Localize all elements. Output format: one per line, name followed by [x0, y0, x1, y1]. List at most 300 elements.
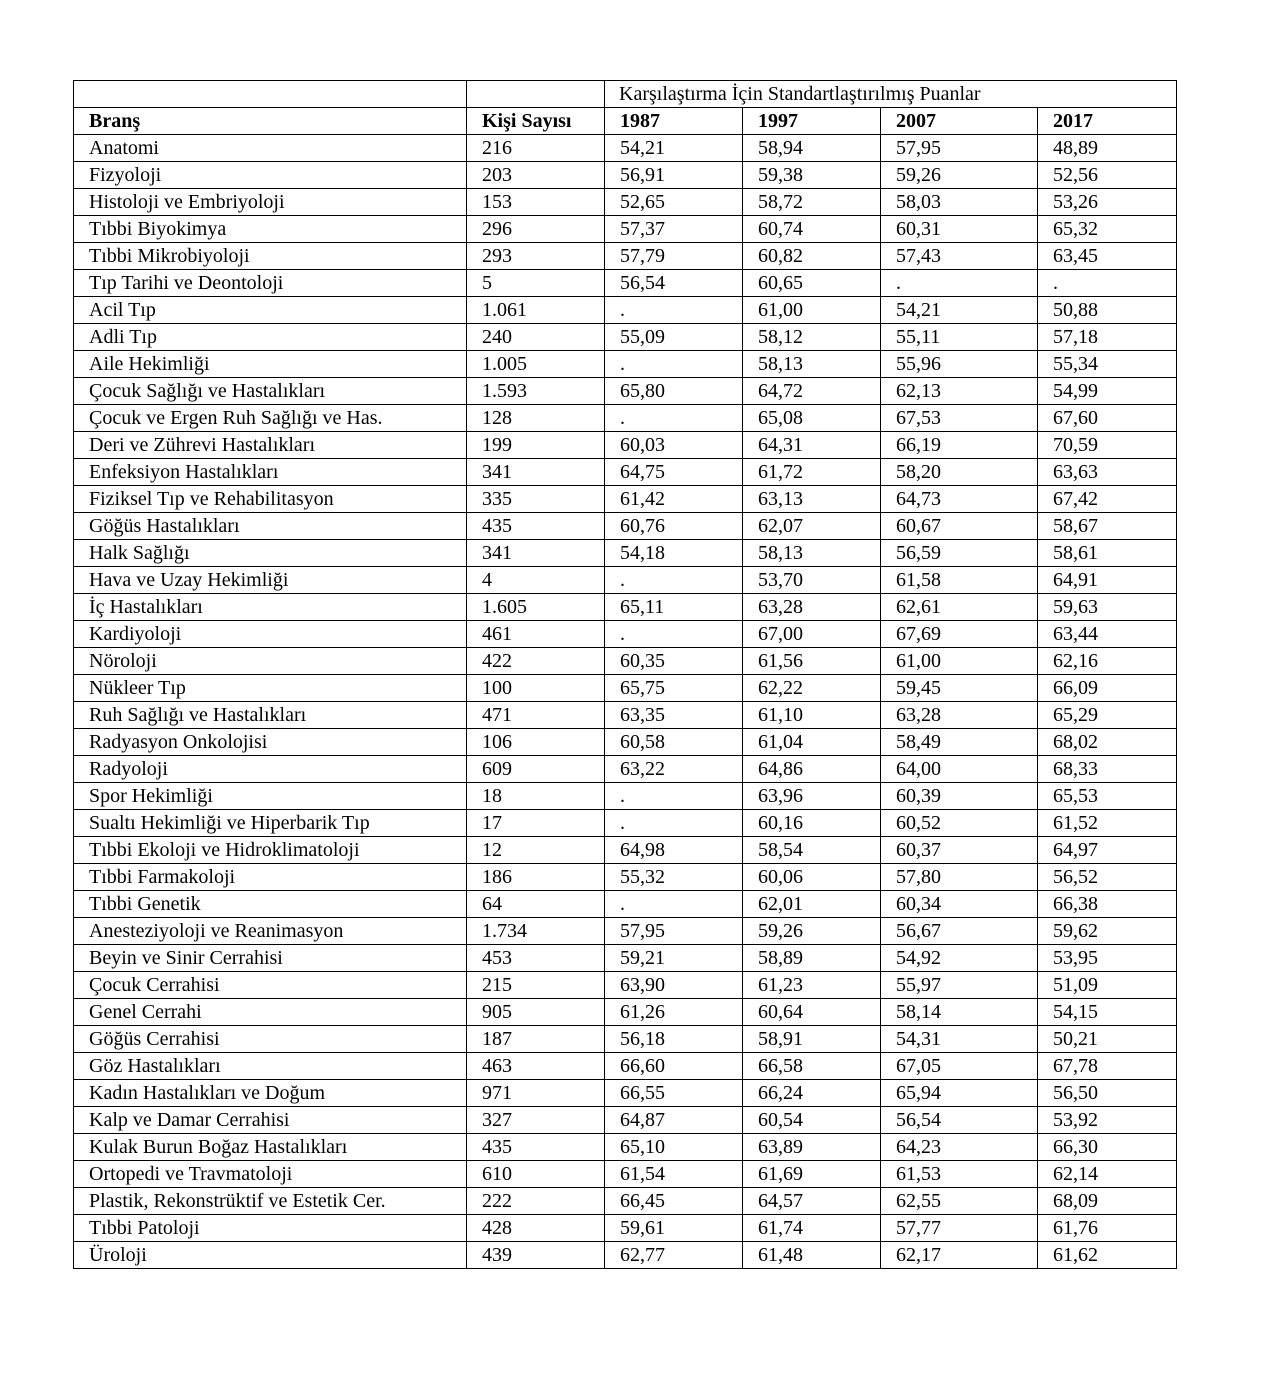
cell-kisi-sayisi: 1.061	[467, 297, 605, 324]
cell-1997: 61,48	[743, 1242, 881, 1269]
table-row	[74, 837, 1177, 864]
cell-2017: 59,63	[1038, 594, 1177, 621]
cell-1997: 58,13	[743, 540, 881, 567]
cell-2007: 61,00	[881, 648, 1038, 675]
cell-2017: 56,52	[1038, 864, 1177, 891]
cell-1987: .	[605, 621, 743, 648]
table-row	[74, 675, 1177, 702]
cell-2007: 62,13	[881, 378, 1038, 405]
caption-empty-cell	[467, 81, 605, 108]
cell-brans: Kadın Hastalıkları ve Doğum	[74, 1080, 467, 1107]
cell-brans: Çocuk Sağlığı ve Hastalıkları	[74, 378, 467, 405]
cell-brans: Radyasyon Onkolojisi	[74, 729, 467, 756]
cell-1987: 66,55	[605, 1080, 743, 1107]
cell-1987: 64,98	[605, 837, 743, 864]
table-row	[74, 864, 1177, 891]
cell-1987: 65,75	[605, 675, 743, 702]
cell-2007: 56,67	[881, 918, 1038, 945]
table-row	[74, 540, 1177, 567]
cell-2007: 56,54	[881, 1107, 1038, 1134]
cell-brans: Aile Hekimliği	[74, 351, 467, 378]
table-row	[74, 513, 1177, 540]
caption-empty-cell	[74, 81, 467, 108]
cell-2017: 68,02	[1038, 729, 1177, 756]
cell-2017: 67,60	[1038, 405, 1177, 432]
cell-1997: 58,94	[743, 135, 881, 162]
cell-1997: 64,31	[743, 432, 881, 459]
cell-1987: 62,77	[605, 1242, 743, 1269]
cell-2017: 67,42	[1038, 486, 1177, 513]
table-row	[74, 486, 1177, 513]
table-row	[74, 1215, 1177, 1242]
cell-brans: Tıbbi Patoloji	[74, 1215, 467, 1242]
cell-1997: 61,23	[743, 972, 881, 999]
cell-2017: 54,15	[1038, 999, 1177, 1026]
cell-kisi-sayisi: 186	[467, 864, 605, 891]
cell-2017: 64,97	[1038, 837, 1177, 864]
cell-2007: 59,45	[881, 675, 1038, 702]
cell-1997: 53,70	[743, 567, 881, 594]
cell-2007: 62,61	[881, 594, 1038, 621]
cell-2017: 66,30	[1038, 1134, 1177, 1161]
cell-2017: 70,59	[1038, 432, 1177, 459]
cell-2007: 54,21	[881, 297, 1038, 324]
table-row	[74, 999, 1177, 1026]
cell-2007: 67,53	[881, 405, 1038, 432]
table-row	[74, 459, 1177, 486]
cell-2017: 50,21	[1038, 1026, 1177, 1053]
cell-2007: 55,96	[881, 351, 1038, 378]
cell-1997: 61,10	[743, 702, 881, 729]
cell-2017: 53,26	[1038, 189, 1177, 216]
table-row	[74, 1134, 1177, 1161]
cell-kisi-sayisi: 439	[467, 1242, 605, 1269]
cell-kisi-sayisi: 1.005	[467, 351, 605, 378]
cell-1997: 58,72	[743, 189, 881, 216]
cell-brans: Ortopedi ve Travmatoloji	[74, 1161, 467, 1188]
cell-1997: 58,12	[743, 324, 881, 351]
table-row	[74, 783, 1177, 810]
cell-brans: Beyin ve Sinir Cerrahisi	[74, 945, 467, 972]
cell-brans: Histoloji ve Embriyoloji	[74, 189, 467, 216]
cell-1997: 58,91	[743, 1026, 881, 1053]
cell-1997: 61,04	[743, 729, 881, 756]
cell-1987: 55,09	[605, 324, 743, 351]
cell-2007: 60,67	[881, 513, 1038, 540]
scores-table	[73, 80, 1177, 1269]
table-body	[74, 81, 1177, 1269]
table-row	[74, 1080, 1177, 1107]
cell-2007: 65,94	[881, 1080, 1038, 1107]
cell-brans: Spor Hekimliği	[74, 783, 467, 810]
table-row	[74, 621, 1177, 648]
table-row	[74, 945, 1177, 972]
cell-1987: 60,03	[605, 432, 743, 459]
cell-kisi-sayisi: 453	[467, 945, 605, 972]
cell-kisi-sayisi: 296	[467, 216, 605, 243]
cell-1987: .	[605, 783, 743, 810]
cell-2007: 67,69	[881, 621, 1038, 648]
cell-kisi-sayisi: 461	[467, 621, 605, 648]
cell-2017: 53,95	[1038, 945, 1177, 972]
table-row	[74, 1026, 1177, 1053]
cell-2017: 62,16	[1038, 648, 1177, 675]
table-row	[74, 918, 1177, 945]
cell-brans: Tıbbi Mikrobiyoloji	[74, 243, 467, 270]
cell-brans: Fiziksel Tıp ve Rehabilitasyon	[74, 486, 467, 513]
cell-2017: 61,62	[1038, 1242, 1177, 1269]
cell-2007: 58,14	[881, 999, 1038, 1026]
cell-1987: .	[605, 405, 743, 432]
cell-brans: Çocuk Cerrahisi	[74, 972, 467, 999]
cell-2007: 58,20	[881, 459, 1038, 486]
table-row	[74, 810, 1177, 837]
table-row	[74, 972, 1177, 999]
cell-1997: 61,74	[743, 1215, 881, 1242]
cell-2017: 66,09	[1038, 675, 1177, 702]
cell-1987: .	[605, 891, 743, 918]
cell-1987: 61,42	[605, 486, 743, 513]
cell-2017: 64,91	[1038, 567, 1177, 594]
cell-2007: 61,53	[881, 1161, 1038, 1188]
cell-2007: 56,59	[881, 540, 1038, 567]
cell-1987: 65,11	[605, 594, 743, 621]
cell-2007: 60,31	[881, 216, 1038, 243]
cell-2017: 65,29	[1038, 702, 1177, 729]
cell-2007: 60,37	[881, 837, 1038, 864]
cell-1987: 66,45	[605, 1188, 743, 1215]
cell-2017: 54,99	[1038, 378, 1177, 405]
cell-1987: 61,54	[605, 1161, 743, 1188]
cell-2017: 65,32	[1038, 216, 1177, 243]
cell-1997: 60,64	[743, 999, 881, 1026]
cell-brans: Plastik, Rekonstrüktif ve Estetik Cer.	[74, 1188, 467, 1215]
cell-brans: Göz Hastalıkları	[74, 1053, 467, 1080]
cell-1987: 65,10	[605, 1134, 743, 1161]
cell-kisi-sayisi: 610	[467, 1161, 605, 1188]
cell-2007: 57,95	[881, 135, 1038, 162]
cell-1987: 56,54	[605, 270, 743, 297]
cell-2007: 57,43	[881, 243, 1038, 270]
cell-kisi-sayisi: 12	[467, 837, 605, 864]
cell-brans: Üroloji	[74, 1242, 467, 1269]
cell-1987: 63,90	[605, 972, 743, 999]
cell-1987: 52,65	[605, 189, 743, 216]
cell-1997: 64,57	[743, 1188, 881, 1215]
cell-kisi-sayisi: 971	[467, 1080, 605, 1107]
cell-1987: 56,18	[605, 1026, 743, 1053]
cell-1987: .	[605, 810, 743, 837]
cell-1997: 58,54	[743, 837, 881, 864]
cell-kisi-sayisi: 222	[467, 1188, 605, 1215]
cell-kisi-sayisi: 1.593	[467, 378, 605, 405]
cell-2007: 60,52	[881, 810, 1038, 837]
cell-kisi-sayisi: 18	[467, 783, 605, 810]
cell-brans: Tıbbi Biyokimya	[74, 216, 467, 243]
table-row	[74, 324, 1177, 351]
cell-2007: 57,80	[881, 864, 1038, 891]
cell-1987: 61,26	[605, 999, 743, 1026]
header-kisi-sayisi: Kişi Sayısı	[467, 108, 605, 135]
cell-2007: 58,03	[881, 189, 1038, 216]
cell-brans: Deri ve Zührevi Hastalıkları	[74, 432, 467, 459]
cell-1997: 61,72	[743, 459, 881, 486]
cell-2007: 55,11	[881, 324, 1038, 351]
cell-1997: 63,13	[743, 486, 881, 513]
cell-2007: .	[881, 270, 1038, 297]
cell-kisi-sayisi: 106	[467, 729, 605, 756]
cell-1997: 62,01	[743, 891, 881, 918]
cell-2007: 63,28	[881, 702, 1038, 729]
cell-kisi-sayisi: 17	[467, 810, 605, 837]
table-row	[74, 216, 1177, 243]
cell-brans: Hava ve Uzay Hekimliği	[74, 567, 467, 594]
cell-1997: 60,06	[743, 864, 881, 891]
table-row	[74, 594, 1177, 621]
cell-2017: 56,50	[1038, 1080, 1177, 1107]
table-row	[74, 405, 1177, 432]
cell-2017: 53,92	[1038, 1107, 1177, 1134]
cell-1997: 64,72	[743, 378, 881, 405]
cell-kisi-sayisi: 327	[467, 1107, 605, 1134]
cell-1997: 66,24	[743, 1080, 881, 1107]
cell-kisi-sayisi: 335	[467, 486, 605, 513]
cell-2007: 64,23	[881, 1134, 1038, 1161]
cell-1987: 55,32	[605, 864, 743, 891]
cell-2017: 61,52	[1038, 810, 1177, 837]
cell-2007: 61,58	[881, 567, 1038, 594]
cell-brans: Adli Tıp	[74, 324, 467, 351]
table-row	[74, 1053, 1177, 1080]
cell-2017: 68,33	[1038, 756, 1177, 783]
table-row	[74, 162, 1177, 189]
cell-brans: Genel Cerrahi	[74, 999, 467, 1026]
cell-1987: .	[605, 297, 743, 324]
cell-2017: 63,45	[1038, 243, 1177, 270]
cell-1997: 67,00	[743, 621, 881, 648]
cell-2017: 55,34	[1038, 351, 1177, 378]
cell-2007: 66,19	[881, 432, 1038, 459]
cell-brans: İç Hastalıkları	[74, 594, 467, 621]
cell-2017: 65,53	[1038, 783, 1177, 810]
cell-1997: 58,89	[743, 945, 881, 972]
cell-kisi-sayisi: 905	[467, 999, 605, 1026]
cell-2007: 67,05	[881, 1053, 1038, 1080]
cell-1987: 64,87	[605, 1107, 743, 1134]
header-1997: 1997	[743, 108, 881, 135]
table-row	[74, 891, 1177, 918]
cell-2017: 58,67	[1038, 513, 1177, 540]
cell-1987: 59,21	[605, 945, 743, 972]
cell-2007: 55,97	[881, 972, 1038, 999]
cell-kisi-sayisi: 293	[467, 243, 605, 270]
cell-2017: 59,62	[1038, 918, 1177, 945]
table-row	[74, 1161, 1177, 1188]
cell-1997: 59,26	[743, 918, 881, 945]
cell-2007: 60,39	[881, 783, 1038, 810]
cell-1987: 63,22	[605, 756, 743, 783]
cell-1987: 60,76	[605, 513, 743, 540]
cell-brans: Nükleer Tıp	[74, 675, 467, 702]
cell-1997: 60,82	[743, 243, 881, 270]
cell-1997: 63,89	[743, 1134, 881, 1161]
cell-1987: 60,35	[605, 648, 743, 675]
cell-2007: 59,26	[881, 162, 1038, 189]
cell-brans: Nöroloji	[74, 648, 467, 675]
header-2017: 2017	[1038, 108, 1177, 135]
table-row	[74, 702, 1177, 729]
table-row	[74, 567, 1177, 594]
cell-2017: .	[1038, 270, 1177, 297]
cell-1997: 61,56	[743, 648, 881, 675]
cell-1997: 60,74	[743, 216, 881, 243]
cell-2017: 63,44	[1038, 621, 1177, 648]
cell-1997: 65,08	[743, 405, 881, 432]
cell-1987: 54,18	[605, 540, 743, 567]
cell-brans: Halk Sağlığı	[74, 540, 467, 567]
cell-kisi-sayisi: 609	[467, 756, 605, 783]
cell-1987: 63,35	[605, 702, 743, 729]
cell-1987: 59,61	[605, 1215, 743, 1242]
cell-1987: 56,91	[605, 162, 743, 189]
cell-kisi-sayisi: 422	[467, 648, 605, 675]
cell-2017: 63,63	[1038, 459, 1177, 486]
cell-2007: 58,49	[881, 729, 1038, 756]
table-row	[74, 189, 1177, 216]
cell-brans: Tıbbi Genetik	[74, 891, 467, 918]
table-row	[74, 1107, 1177, 1134]
cell-brans: Anatomi	[74, 135, 467, 162]
cell-kisi-sayisi: 153	[467, 189, 605, 216]
cell-brans: Acil Tıp	[74, 297, 467, 324]
cell-brans: Tıbbi Ekoloji ve Hidroklimatoloji	[74, 837, 467, 864]
cell-1997: 58,13	[743, 351, 881, 378]
cell-brans: Ruh Sağlığı ve Hastalıkları	[74, 702, 467, 729]
cell-1987: 65,80	[605, 378, 743, 405]
cell-kisi-sayisi: 341	[467, 540, 605, 567]
cell-2017: 67,78	[1038, 1053, 1177, 1080]
cell-kisi-sayisi: 215	[467, 972, 605, 999]
cell-kisi-sayisi: 428	[467, 1215, 605, 1242]
cell-1997: 63,96	[743, 783, 881, 810]
cell-1997: 60,16	[743, 810, 881, 837]
cell-brans: Göğüs Hastalıkları	[74, 513, 467, 540]
cell-kisi-sayisi: 64	[467, 891, 605, 918]
cell-kisi-sayisi: 199	[467, 432, 605, 459]
cell-1987: .	[605, 567, 743, 594]
cell-kisi-sayisi: 100	[467, 675, 605, 702]
cell-1997: 64,86	[743, 756, 881, 783]
cell-kisi-sayisi: 1.734	[467, 918, 605, 945]
cell-2007: 64,73	[881, 486, 1038, 513]
cell-1997: 60,54	[743, 1107, 881, 1134]
cell-brans: Enfeksiyon Hastalıkları	[74, 459, 467, 486]
cell-kisi-sayisi: 216	[467, 135, 605, 162]
cell-1987: 57,37	[605, 216, 743, 243]
cell-kisi-sayisi: 435	[467, 513, 605, 540]
cell-2017: 51,09	[1038, 972, 1177, 999]
table-caption: Karşılaştırma İçin Standartlaştırılmış Puanlar	[605, 81, 1177, 108]
cell-kisi-sayisi: 463	[467, 1053, 605, 1080]
table-row	[74, 243, 1177, 270]
caption-row	[74, 81, 1177, 108]
cell-1997: 62,07	[743, 513, 881, 540]
cell-1997: 61,69	[743, 1161, 881, 1188]
cell-brans: Fizyoloji	[74, 162, 467, 189]
cell-1987: 57,95	[605, 918, 743, 945]
cell-brans: Anesteziyoloji ve Reanimasyon	[74, 918, 467, 945]
cell-brans: Kardiyoloji	[74, 621, 467, 648]
table-row	[74, 270, 1177, 297]
cell-2007: 54,31	[881, 1026, 1038, 1053]
cell-brans: Sualtı Hekimliği ve Hiperbarik Tıp	[74, 810, 467, 837]
cell-2007: 62,17	[881, 1242, 1038, 1269]
cell-2017: 50,88	[1038, 297, 1177, 324]
cell-2007: 57,77	[881, 1215, 1038, 1242]
header-brans: Branş	[74, 108, 467, 135]
cell-1997: 59,38	[743, 162, 881, 189]
cell-kisi-sayisi: 1.605	[467, 594, 605, 621]
header-2007: 2007	[881, 108, 1038, 135]
cell-2017: 66,38	[1038, 891, 1177, 918]
cell-brans: Tıp Tarihi ve Deontoloji	[74, 270, 467, 297]
table-row	[74, 378, 1177, 405]
cell-2017: 58,61	[1038, 540, 1177, 567]
cell-1997: 62,22	[743, 675, 881, 702]
cell-1997: 66,58	[743, 1053, 881, 1080]
cell-kisi-sayisi: 187	[467, 1026, 605, 1053]
cell-kisi-sayisi: 471	[467, 702, 605, 729]
cell-kisi-sayisi: 435	[467, 1134, 605, 1161]
cell-brans: Göğüs Cerrahisi	[74, 1026, 467, 1053]
cell-2007: 62,55	[881, 1188, 1038, 1215]
cell-kisi-sayisi: 128	[467, 405, 605, 432]
cell-brans: Çocuk ve Ergen Ruh Sağlığı ve Has.	[74, 405, 467, 432]
cell-1987: 66,60	[605, 1053, 743, 1080]
table-row	[74, 1188, 1177, 1215]
table-row	[74, 297, 1177, 324]
cell-1987: 64,75	[605, 459, 743, 486]
cell-2017: 57,18	[1038, 324, 1177, 351]
table-row	[74, 351, 1177, 378]
cell-2007: 54,92	[881, 945, 1038, 972]
cell-kisi-sayisi: 341	[467, 459, 605, 486]
cell-1987: .	[605, 351, 743, 378]
cell-brans: Radyoloji	[74, 756, 467, 783]
cell-kisi-sayisi: 240	[467, 324, 605, 351]
table-row	[74, 1242, 1177, 1269]
cell-2017: 62,14	[1038, 1161, 1177, 1188]
cell-brans: Kalp ve Damar Cerrahisi	[74, 1107, 467, 1134]
cell-2007: 64,00	[881, 756, 1038, 783]
table-row	[74, 756, 1177, 783]
header-1987: 1987	[605, 108, 743, 135]
cell-1987: 54,21	[605, 135, 743, 162]
cell-1997: 60,65	[743, 270, 881, 297]
cell-kisi-sayisi: 5	[467, 270, 605, 297]
cell-2017: 68,09	[1038, 1188, 1177, 1215]
cell-kisi-sayisi: 4	[467, 567, 605, 594]
cell-kisi-sayisi: 203	[467, 162, 605, 189]
table-row	[74, 729, 1177, 756]
cell-2017: 48,89	[1038, 135, 1177, 162]
cell-1997: 63,28	[743, 594, 881, 621]
cell-brans: Tıbbi Farmakoloji	[74, 864, 467, 891]
table-row	[74, 432, 1177, 459]
cell-1987: 57,79	[605, 243, 743, 270]
table-row	[74, 135, 1177, 162]
cell-1987: 60,58	[605, 729, 743, 756]
